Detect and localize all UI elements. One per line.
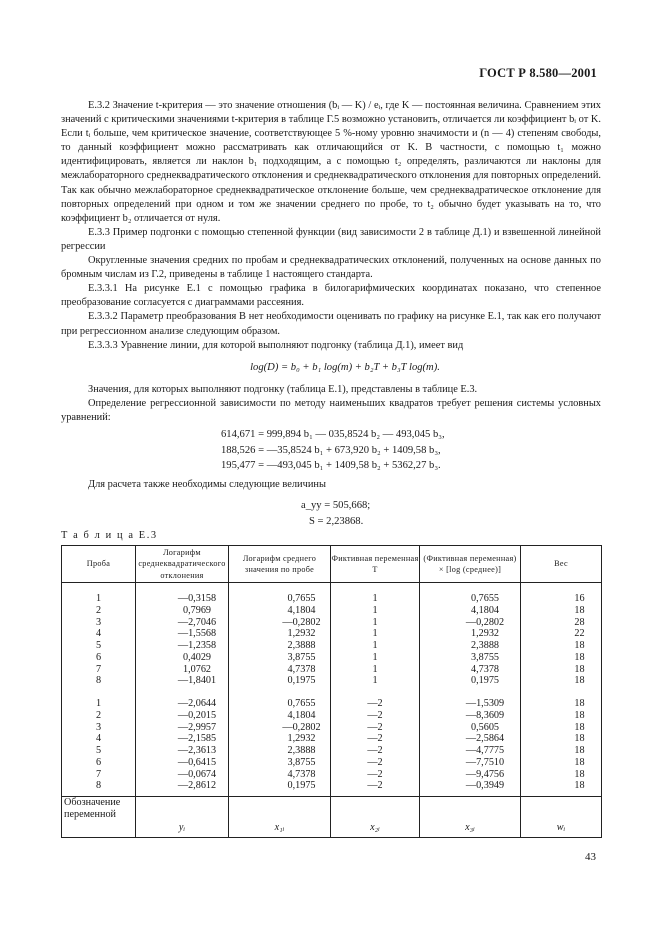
cell: 3 (95, 616, 102, 628)
cell: —0,3158 (177, 593, 217, 604)
cell: —0,2802 (282, 721, 321, 733)
dummy-column (331, 583, 420, 797)
cell: 0,7969 (182, 604, 211, 616)
dummy-block-1 (331, 583, 419, 687)
cell: —0,2015 (177, 709, 217, 721)
cell: 18 (574, 663, 585, 675)
cell: 1 (372, 675, 378, 687)
cell: 0,7655 (287, 698, 316, 709)
cell: —1,5309 (465, 698, 505, 709)
cell: 6 (95, 756, 102, 768)
paragraph-e32: Е.3.2 Значение t-критерия — это значение отношения (bᵢ — K) / eᵢ, где K — постоянная величина. Сравнением этих значений с критическими значениями t-критерия в таблице Г.5 возможно установить, отличается ли коэффициент bᵢ от K. Если tᵢ больше, чем критическое значение, соответствующее 5 %-ному уровню значимости и (n — 4) степеням свободы, то данный коэффициент можно рассматривать как отличающийся от K. В частности, с помощью t₁ можно идентифицировать, является ли наклон b₁ подходящим, а с помощью t₂ определять, различаются ли наклоны для межлабораторного среднеквадратического отклонения и среднеквадратического отклонения для повторных определений. Так как обычно межлабораторное среднеквадратическое отклонение больше, чем среднеквадратическое отклонение для повторных определений при одном и том же значении среднего по пробе, то t₂ обычно будет указывать на то, что коэффициент b₂ отличается от нуля. (61, 100, 601, 224)
cell: —2 (367, 709, 383, 721)
probe-column (62, 583, 136, 797)
cell: 0,7655 (470, 593, 499, 604)
cell: 18 (574, 780, 585, 792)
col-header-log-sd: Логарифм среднеквадратического отклонения (136, 546, 229, 583)
cell: 18 (574, 640, 585, 651)
cell: —2 (367, 780, 383, 792)
log-sd-block-1 (136, 583, 228, 687)
s-value: S = 2,23868. (309, 516, 364, 528)
cell: 2 (95, 709, 102, 721)
col-header-log-mean: Логарифм среднего значения по пробе (229, 546, 331, 583)
probe-block-1 (62, 583, 135, 687)
cell: 1,2932 (287, 733, 316, 745)
cell: —2,7046 (177, 616, 217, 628)
symbol-y: yᵢ (136, 797, 229, 838)
cell: —2,0644 (177, 698, 217, 709)
cell: 3,8755 (287, 651, 316, 663)
cell: —2 (367, 768, 383, 780)
cell: 2 (95, 604, 102, 616)
cell: —0,6415 (177, 756, 217, 768)
cell: —0,0674 (177, 768, 217, 780)
log-sd-block-2 (136, 687, 228, 796)
cell: 18 (574, 721, 585, 733)
log-mean-block-2 (229, 687, 330, 796)
cell: 1 (372, 604, 378, 616)
cell: 4 (95, 733, 102, 745)
cell: 0,1975 (470, 675, 499, 687)
cell: —0,3949 (465, 780, 505, 792)
cell: 18 (574, 768, 585, 780)
cell: 16 (574, 593, 585, 604)
cell: 18 (574, 675, 585, 687)
cell: 7 (95, 663, 102, 675)
col-header-weight: Вес (521, 546, 602, 583)
cell: —2 (367, 721, 383, 733)
cell: 1,2932 (287, 628, 316, 640)
paragraph-values: Значения, для которых выполняют подгонку (таблица Е.1), представлены в таблице Е.3. (88, 383, 478, 395)
cell: 18 (574, 604, 585, 616)
cell: 18 (574, 745, 585, 756)
weight-block-2 (521, 687, 601, 796)
cell: 1 (372, 616, 378, 628)
symbol-w: wᵢ (521, 797, 602, 838)
cell: —2,8612 (177, 780, 217, 792)
cell: —0,2802 (282, 616, 321, 628)
cell: 1,2932 (470, 628, 499, 640)
cell: 1 (372, 593, 378, 604)
cell: —2,3613 (177, 745, 217, 756)
cell: —2 (367, 745, 383, 756)
cell: 1,0762 (182, 663, 211, 675)
cell: 1 (95, 593, 102, 604)
paragraph-rounded-values: Округленные значения средних по пробам и среднеквадратических отклонений, полученных на основе данных по бромным числам из Г.2, приведены в таблице 1 настоящего стандарта. (61, 255, 601, 281)
cell: 2,3888 (287, 745, 316, 756)
cell: 5 (95, 640, 102, 651)
symbol-x3: x₃ᵢ (420, 797, 521, 838)
cell: —2,1585 (177, 733, 217, 745)
extra-values (301, 498, 601, 531)
table-data-row (62, 583, 602, 797)
cell: 4,7378 (470, 663, 499, 675)
cell: —4,7775 (465, 745, 505, 756)
cell: 2,3888 (287, 640, 316, 651)
weight-column (521, 583, 602, 797)
paragraph-required: Для расчета также необходимы следующие величины (88, 478, 326, 490)
weight-block-1 (521, 583, 601, 687)
system-line: 614,671 = 999,894 b₁ — 035,8524 b₂ — 493,045 b₃, (221, 429, 445, 441)
page-number: 43 (585, 851, 596, 863)
equation-system (221, 427, 601, 474)
system-line: 188,526 = —35,8524 b₁ + 673,920 b₂ + 1409,58 b₃, (221, 444, 441, 456)
probe-block-2 (62, 687, 135, 796)
cell: 0,5605 (470, 721, 499, 733)
cell: 4,1804 (287, 604, 316, 616)
cell: —2 (367, 698, 383, 709)
cell: —8,3609 (465, 709, 505, 721)
paragraph-e331: Е.3.3.1 На рисунке Е.1 с помощью графика в билогарифмических координатах показано, что степенное преобразование согласуется с диаграммами рассеяния. (61, 283, 601, 309)
cell: 4,1804 (287, 709, 316, 721)
cell: —1,5568 (177, 628, 217, 640)
cell: 18 (574, 651, 585, 663)
cell: —2,9957 (177, 721, 217, 733)
ayy-value: a_yy = 505,668; (301, 499, 371, 511)
cell: 18 (574, 733, 585, 745)
cell: 6 (95, 651, 102, 663)
paragraph-e333: Е.3.3.3 Уравнение линии, для которой выполняют подгонку (таблица Д.1), имеет вид (88, 339, 464, 351)
cell: 28 (574, 616, 585, 628)
cell: 3,8755 (470, 651, 499, 663)
col-header-dummy: Фиктивная переменная T (331, 546, 420, 583)
symbol-x2: x₂ᵢ (331, 797, 420, 838)
product-column (420, 583, 521, 797)
paragraph-least-squares: Определение регрессионной зависимости по методу наименьших квадратов требует решения системы условных уравнений: (61, 397, 601, 423)
cell: 1 (372, 663, 378, 675)
col-header-probe: Проба (62, 546, 136, 583)
product-block-2 (420, 687, 520, 796)
cell: —0,2802 (465, 616, 505, 628)
log-sd-column (136, 583, 229, 797)
cell: 4 (95, 628, 102, 640)
log-mean-column (229, 583, 331, 797)
symbol-x1: x₁ᵢ (229, 797, 331, 838)
dummy-block-2 (331, 687, 419, 796)
cell: 4,7378 (287, 768, 316, 780)
paragraph-e332: Е.3.3.2 Параметр преобразования B нет необходимости оценивать по графику на рисунке Е.1, так как его получают при регрессионном анализе следующим образом. (61, 311, 601, 337)
cell: —2 (367, 756, 383, 768)
cell: 0,1975 (287, 675, 316, 687)
cell: 18 (574, 698, 585, 709)
data-table (61, 545, 602, 838)
cell: 0,4029 (182, 651, 211, 663)
table-footer-row (62, 797, 602, 838)
cell: 1 (372, 640, 378, 651)
cell: 18 (574, 709, 585, 721)
table-caption: Т а б л и ц а Е.3 (61, 530, 158, 541)
cell: —7,7510 (465, 756, 505, 768)
cell: 0,7655 (287, 593, 316, 604)
cell: 5 (95, 745, 102, 756)
product-block-1 (420, 583, 520, 687)
footer-label: Обозначение переменной (62, 797, 136, 838)
cell: 8 (95, 780, 102, 792)
cell: —2 (367, 733, 383, 745)
system-line: 195,477 = —493,045 b₁ + 1409,58 b₂ + 5362,27 b₃. (221, 460, 441, 472)
cell: 18 (574, 756, 585, 768)
cell: 22 (574, 628, 585, 640)
cell: 7 (95, 768, 102, 780)
table-header-row (62, 546, 602, 583)
cell: 4,1804 (470, 604, 499, 616)
cell: 3 (95, 721, 102, 733)
cell: 8 (95, 675, 102, 687)
cell: 1 (372, 628, 378, 640)
cell: 0,1975 (287, 780, 316, 792)
cell: —1,2358 (177, 640, 217, 651)
col-header-product: (Фиктивная переменная) × [log (среднее)] (420, 546, 521, 583)
paragraph-e33: Е.3.3 Пример подгонки с помощью степенной функции (вид зависимости 2 в таблице Д.1) и взвешенной линейной регрессии (61, 226, 601, 252)
cell: 2,3888 (470, 640, 499, 651)
cell: 4,7378 (287, 663, 316, 675)
cell: —2,5864 (465, 733, 505, 745)
standard-header: ГОСТ Р 8.580—2001 (479, 66, 597, 80)
cell: 3,8755 (287, 756, 316, 768)
document-body (61, 99, 601, 531)
log-mean-block-1 (229, 583, 330, 687)
cell: —9,4756 (465, 768, 505, 780)
cell: 1 (372, 651, 378, 663)
regression-equation: log(D) = b₀ + b₁ log(m) + b₂T + b₃T log(m). (250, 361, 440, 373)
cell: —1,8401 (177, 675, 217, 687)
cell: 1 (95, 698, 102, 709)
